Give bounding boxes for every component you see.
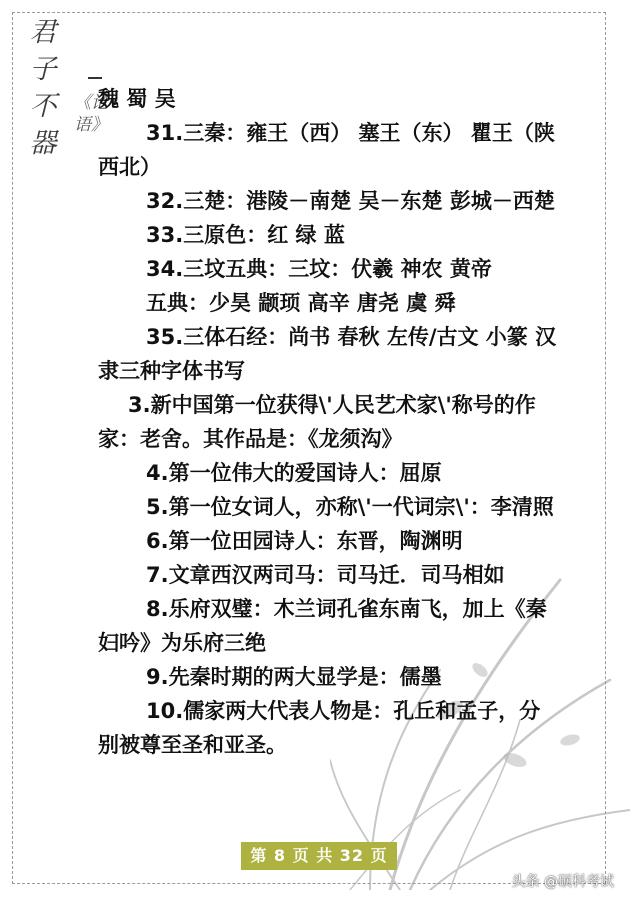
text-line: 魏 蜀 吴 [98,87,176,111]
text-line: 4.第一位伟大的爱国诗人：屈原 [146,461,442,485]
text-line: 32.三楚：港陵－南楚 吴－东楚 彭城－西楚 [146,189,555,213]
text-line: 10.儒家两大代表人物是：孔丘和孟子，分别被尊至圣和亚圣。 [98,699,541,757]
watermark-text: 头条 @硕科考试 [511,874,614,890]
text-line: 5.第一位女词人，亦称\'一代词宗\'：李清照 [146,495,554,519]
text-line: 34.三坟五典：三坟：伏羲 神农 黄帝 [146,257,492,281]
text-line: 35.三体石经：尚书 春秋 左传/古文 小篆 汉隶三种字体书写 [98,325,557,383]
text-line: 31.三秦：雍王（西） 塞王（东） 瞿王（陕西北） [98,121,555,179]
text-line: 五典：少昊 颛顼 高辛 唐尧 虞 舜 [146,291,456,315]
text-line: 6.第一位田园诗人：东晋，陶渊明 [146,529,463,553]
side-subtitle: 《论语》 [74,93,108,135]
text-line: 8.乐府双璧：木兰词孔雀东南飞，加上《秦妇吟》为乐府三绝 [98,597,547,655]
text-line: 33.三原色：红 绿 蓝 [146,223,345,247]
text-line: 3.新中国第一位获得\'人民艺术家\'称号的作家：老舍。其作品是：《龙须沟》 [98,393,536,451]
side-title: 君子不器 [29,17,57,159]
page-number-badge: 第 8 页 共 32 页 [241,842,397,870]
text-line: 7.文章西汉两司马：司马迁．司马相如 [146,563,505,587]
main-content [98,82,558,762]
text-line: 9.先秦时期的两大显学是：儒墨 [146,665,442,689]
divider-mark [88,77,102,79]
